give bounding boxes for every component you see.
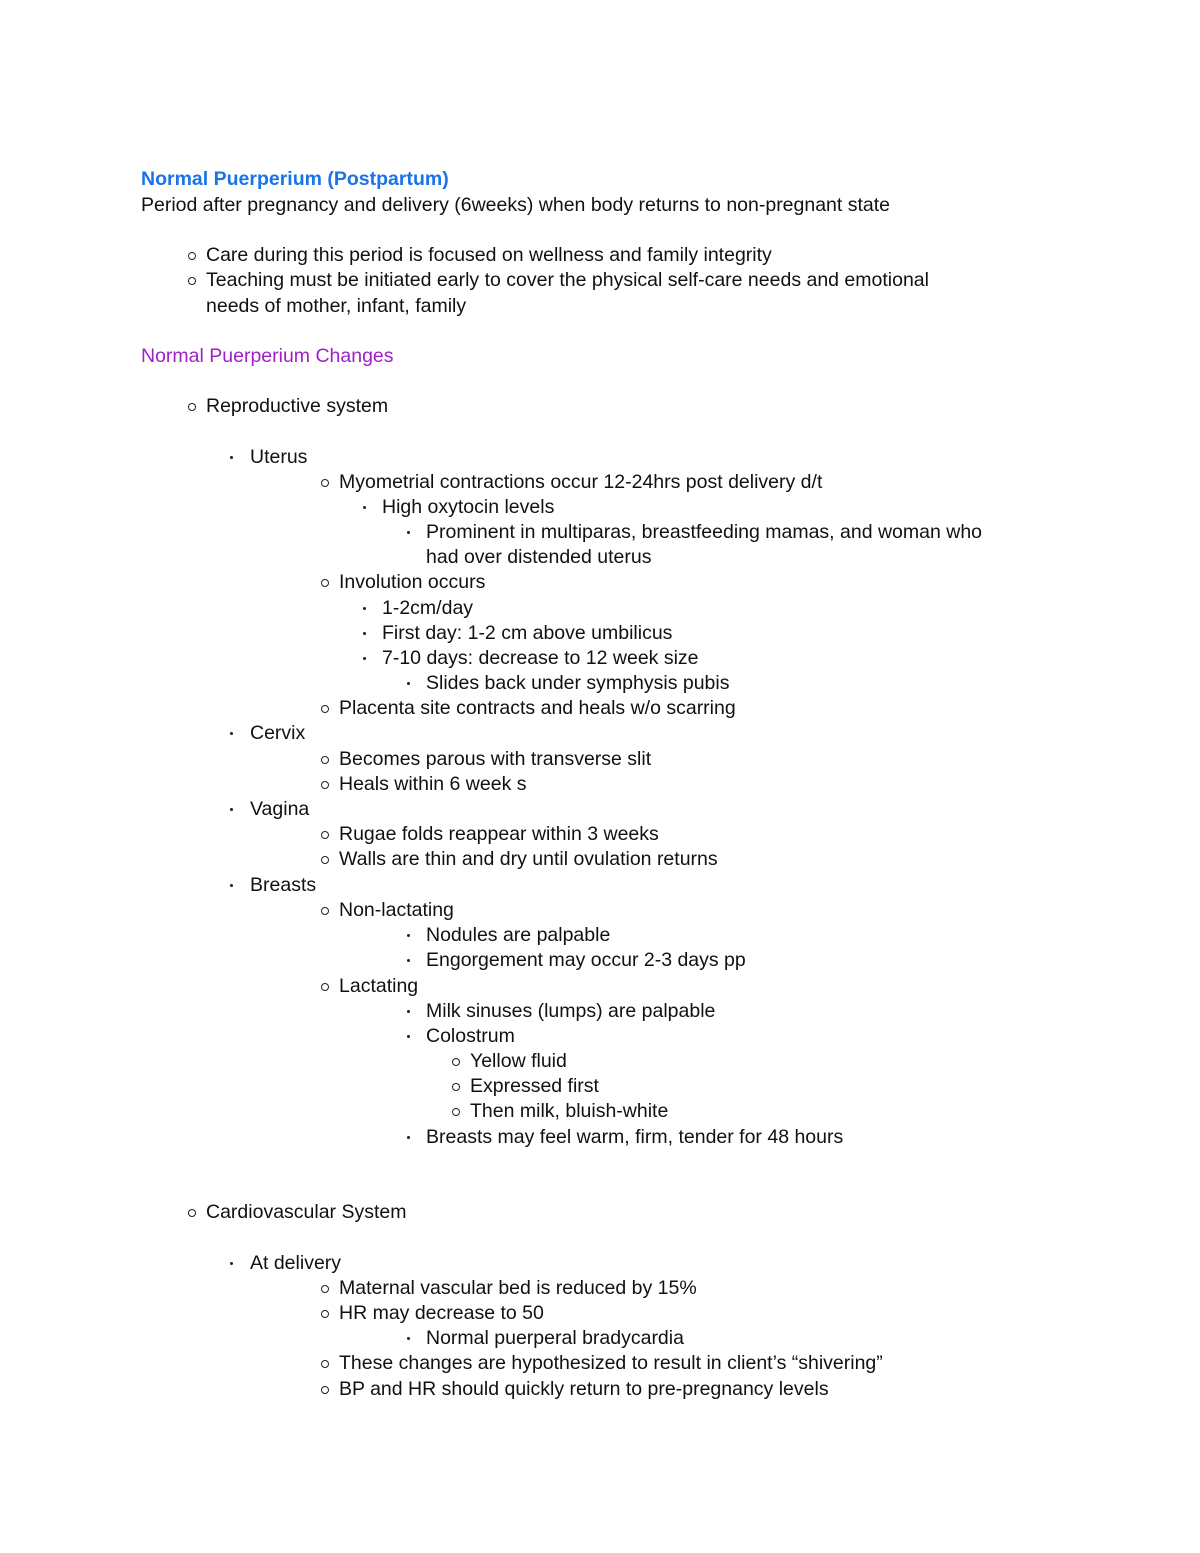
bullet-icon: [363, 632, 366, 635]
hollow-bullet-icon: [188, 277, 196, 285]
bullet-icon: [230, 808, 233, 811]
bullet-icon: [407, 959, 410, 962]
hollow-bullet-icon: [188, 1209, 196, 1217]
hollow-bullet-icon: [321, 856, 329, 864]
section-title: Normal Puerperium Changes: [141, 345, 394, 367]
bullet-icon: [407, 934, 410, 937]
hollow-bullet-icon: [321, 579, 329, 587]
bullet-icon: [407, 1035, 410, 1038]
hollow-bullet-icon: [188, 403, 196, 411]
bullet-icon: [407, 1010, 410, 1013]
bullet-icon: [230, 884, 233, 887]
hollow-bullet-icon: [321, 756, 329, 764]
hollow-bullet-icon: [321, 479, 329, 487]
bullet-icon: [407, 682, 410, 685]
hollow-bullet-icon: [188, 252, 196, 260]
hollow-bullet-icon: [321, 781, 329, 789]
bullet-icon: [407, 1136, 410, 1139]
hollow-bullet-icon: [321, 1360, 329, 1368]
bullet-icon: [363, 657, 366, 660]
bullet-icon: [363, 506, 366, 509]
hollow-bullet-icon: [321, 1310, 329, 1318]
list-item-continuation: needs of mother, infant, family: [206, 295, 467, 317]
hollow-bullet-icon: [321, 831, 329, 839]
bullet-icon: [407, 531, 410, 534]
hollow-bullet-icon: [321, 1285, 329, 1293]
definition-text: Period after pregnancy and delivery (6weeks) when body returns to non-pregnant state: [141, 194, 891, 216]
bullet-icon: [230, 1262, 233, 1265]
hollow-bullet-icon: [321, 1386, 329, 1394]
bullet-icon: [230, 732, 233, 735]
hollow-bullet-icon: [452, 1058, 460, 1066]
list-item-continuation: had over distended uterus: [426, 546, 652, 568]
hollow-bullet-icon: [321, 907, 329, 915]
document-page: Normal Puerperium (Postpartum) Period after pregnancy and delivery (6weeks) when body returns to non-pregnant state Care during this period is focused on wellness and family integrity Teaching must be initiated early to cover the physical self-care needs and emotional needs of mother, infant, family Normal Puerperium Changes Reproductive system Uterus Myometrial contractions occur 12-24hrs post delivery d/t High oxytocin levels Prominent in multiparas, breastfeeding mamas, and woman who had over distended uterus Involution occurs 1-2cm/day First day: 1-2 cm above umbilicus 7-10 days: decrease to 12 week size Slides back under symphysis pubis Placenta site contracts and heals w/o scarring Cervix Becomes parous with transverse slit Heals within 6 week s Vagina Rugae folds reappear within 3 weeks Walls are thin and dry until ovulation returns Breasts Non-lactating Nodules are palpable Engorgement may occur 2-3 days pp Lactating Milk sinuses (lumps) are palpable Colostrum Yellow fluid Expressed first Then milk, bluish-white Breasts may feel warm, firm, tender for 48 hours Cardiovascular System At delivery Maternal vascular bed is reduced by 15% HR may decrease to 50 Normal puerperal bradycardia These changes are hypothesized to result in client’s “shivering” BP and HR should quickly return to pre-pregnancy levels: [141, 168, 983, 1400]
bullet-icon: [230, 456, 233, 459]
hollow-bullet-icon: [452, 1083, 460, 1091]
hollow-bullet-icon: [452, 1108, 460, 1116]
hollow-bullet-icon: [321, 705, 329, 713]
page-title: Normal Puerperium (Postpartum): [141, 168, 449, 190]
bullet-icon: [363, 607, 366, 610]
hollow-bullet-icon: [321, 983, 329, 991]
bullet-icon: [407, 1337, 410, 1340]
